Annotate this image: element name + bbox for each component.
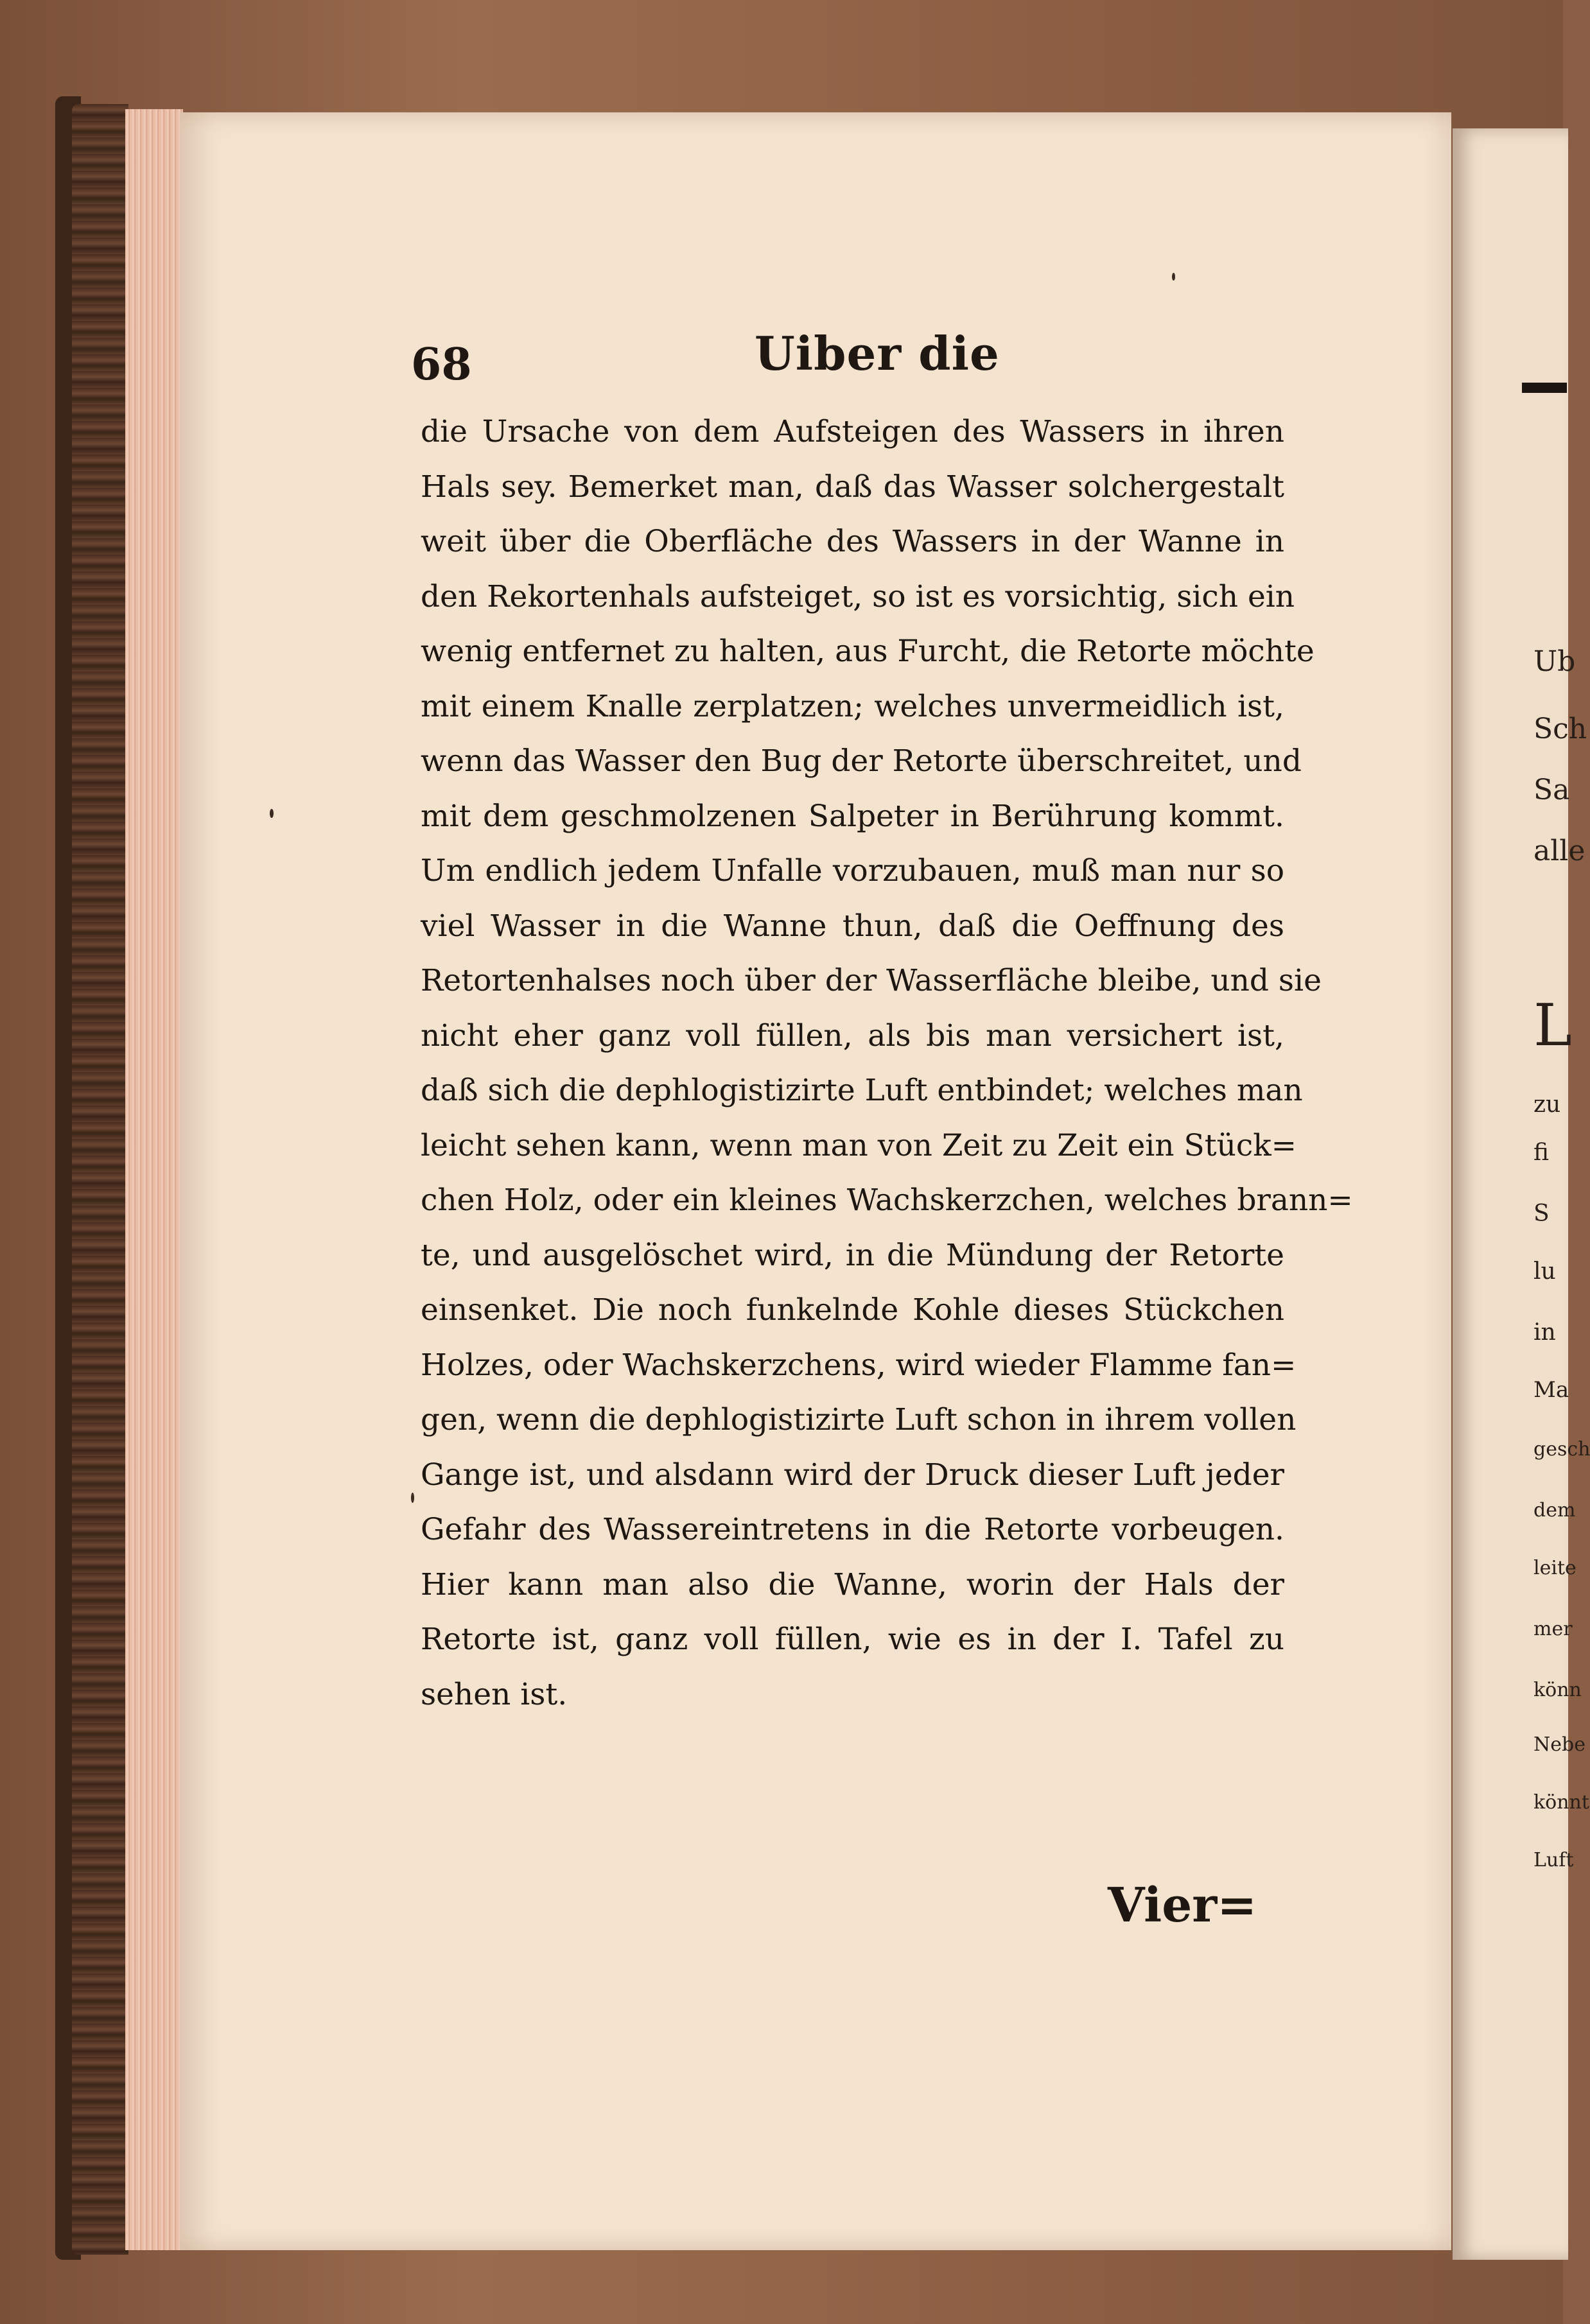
text-line: Gefahr des Wassereintretens in die Retorte vorbeugen. [421,1512,1284,1547]
facing-page-fragment: Ub [1533,645,1576,678]
facing-page-fragment: lu [1533,1258,1556,1285]
text-line: Retorte ist, ganz voll füllen, wie es in der I. Tafel zu [421,1622,1284,1657]
facing-page-rule [1522,383,1567,393]
facing-page-fragment: Sa [1533,774,1570,806]
text-line: Hier kann man also die Wanne, worin der Hals der [421,1566,1284,1602]
book-cover-edge [72,104,128,2255]
catchword: Vier= [1108,1878,1257,1933]
text-line: nicht eher ganz voll füllen, als bis man versichert ist, [421,1018,1284,1054]
facing-page-fragment: zu [1533,1091,1561,1118]
facing-page-fragment: dem [1533,1499,1576,1522]
facing-page-fragment: Sch [1533,713,1587,745]
text-line: mit einem Knalle zerplatzen; welches unvermeidlich ist, [421,688,1284,724]
facing-page-fragment: in [1533,1319,1556,1346]
text-line: Holzes, oder Wachskerzchens, wird wieder Flamme fan= [421,1347,1297,1383]
text-line: Gange ist, und alsdann wird der Druck dieser Luft jeder [421,1457,1284,1493]
paper-speck [270,809,274,818]
text-line: wenn das Wasser den Bug der Retorte überschreitet, und [421,743,1302,779]
text-line: Um endlich jedem Unfalle vorzubauen, muß man nur so [421,853,1284,889]
text-line: wenig entfernet zu halten, aus Furcht, die Retorte möchte [421,634,1315,669]
text-line: einsenket. Die noch funkelnde Kohle dieses Stückchen [421,1292,1284,1328]
facing-page-fragment: könnt [1533,1791,1589,1814]
text-line: viel Wasser in die Wanne thun, daß die Oeffnung des [421,908,1284,944]
facing-page-fragment: alle [1533,835,1586,867]
paper-speck [1172,273,1175,281]
text-line: sehen ist. [421,1676,568,1712]
page-edges [125,109,183,2250]
body-text [421,404,1353,1722]
text-line: chen Holz, oder ein kleines Wachskerzchen, welches brann= [421,1183,1353,1218]
facing-page-fragment: leite [1533,1557,1577,1579]
text-line: te, und ausgelöschet wird, in die Mündung der Retorte [421,1237,1284,1273]
text-line: weit über die Oberfläche des Wassers in der Wanne in [421,524,1284,559]
paper-speck [411,1493,414,1503]
facing-page-edge [1453,128,1568,2260]
facing-page-fragment: Nebe [1533,1733,1586,1756]
facing-page-fragment: Ma [1533,1377,1569,1403]
text-line: mit dem geschmolzenen Salpeter in Berührung kommt. [421,798,1284,834]
text-line: Hals sey. Bemerket man, daß das Wasser solchergestalt [421,469,1284,505]
facing-page-fragment: fi [1533,1140,1550,1166]
facing-page-fragment: Luft [1533,1849,1574,1871]
text-line: die Ursache von dem Aufsteigen des Wassers in ihren [421,414,1284,449]
running-head: Uiber die [755,326,1000,381]
text-line: Retortenhalses noch über der Wasserfläche bleibe, und sie [421,963,1322,998]
text-line: daß sich die dephlogistizirte Luft entbindet; welches man [421,1073,1303,1108]
facing-page-fragment: S [1533,1201,1550,1227]
facing-page-fragment: gesch [1533,1438,1590,1461]
text-line: leicht sehen kann, wenn man von Zeit zu Zeit ein Stück= [421,1127,1297,1163]
text-line: gen, wenn die dephlogistizirte Luft schon in ihrem vollen [421,1402,1297,1437]
facing-page-fragment: L [1533,992,1572,1059]
page-number: 68 [411,339,472,390]
facing-page-fragment: könn [1533,1679,1582,1701]
facing-page-fragment: mer [1533,1618,1573,1640]
text-line: den Rekortenhals aufsteiget, so ist es vorsichtig, sich ein [421,578,1295,614]
